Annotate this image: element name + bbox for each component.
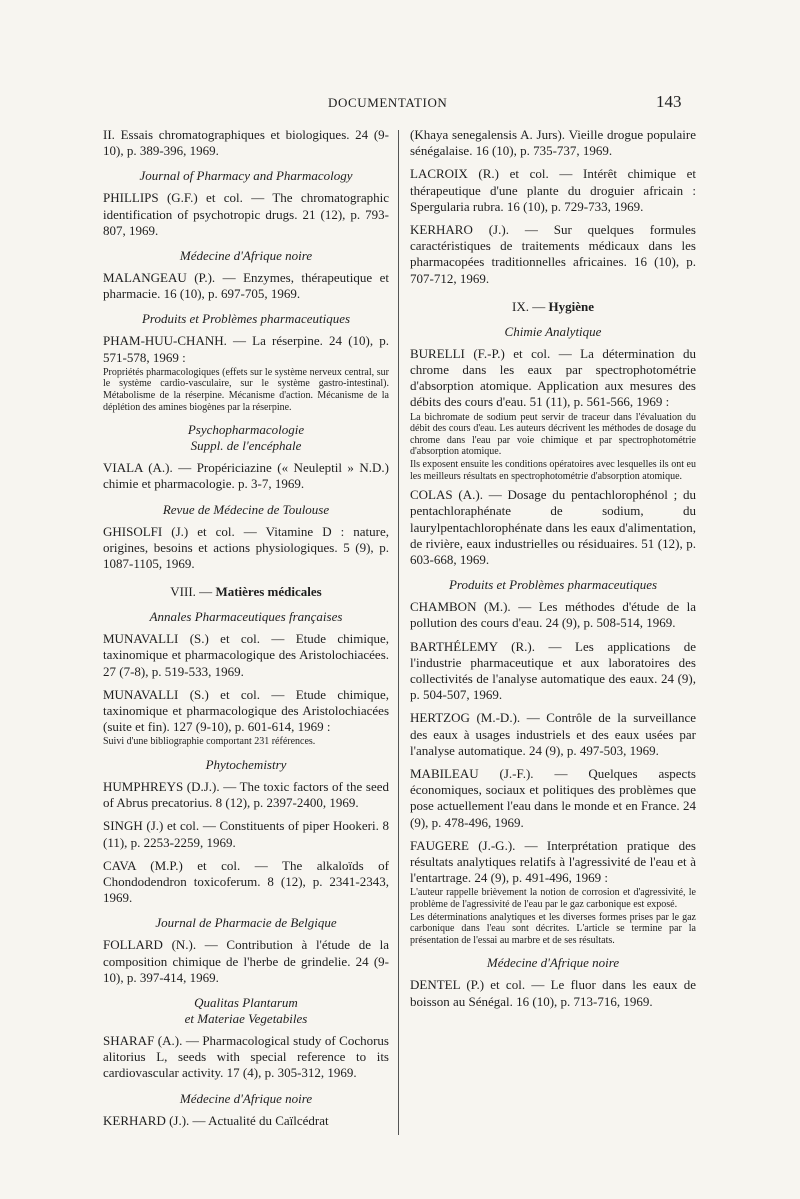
journal-heading: Médecine d'Afrique noire [179,1090,313,1106]
reference-entry: BARTHÉLEMY (R.). — Les applications de l'industrie pharmaceutique et aux laboratoires des collectivités de l'analyse automatique des eaux. 24 (9), p. 504-507, 1969. [410,638,696,703]
journal-heading: Annales Pharmaceutiques françaises [149,609,343,625]
reference-entry: II. Essais chromatographiques et biologiques. 24 (9-10), p. 389-396, 1969. [103,127,389,159]
abstract-note: La bichromate de sodium peut servir de traceur dans l'évaluation du débit des cours d'eau. Les auteurs décrivent les méthodes de dosage du chrome dans l'eau par voie chimique et par spectrophotométrie d'absorption atomique. [410,411,696,458]
reference-entry: SINGH (J.) et col. — Constituents of piper Hookeri. 8 (11), p. 2253-2259, 1969. [103,818,389,850]
journal-heading-sub: et Materiae Vegetabiles [184,1011,308,1027]
journal-heading: Qualitas Plantarum [194,995,298,1011]
running-header: DOCUMENTATION [328,95,448,110]
page-number: 143 [656,92,682,111]
reference-entry: SHARAF (A.). — Pharmacological study of Cochorus alitorius L, seeds with special reference to its cardiovascular activity. 17 (4), p. 305-312, 1969. [103,1033,389,1081]
abstract-note: Ils exposent ensuite les conditions opératoires avec lesquelles ils ont eu les meilleurs résultats en spectrophotométrie d'absorption atomique. [410,459,696,482]
journal-heading: Médecine d'Afrique noire [486,955,620,971]
section-title: Hygiène [548,298,594,314]
reference-entry: GHISOLFI (J.) et col. — Vitamine D : nature, origines, besoins et actions physiologiques. 5 (9), p. 1087-1105, 1969. [103,523,389,572]
section-heading [410,298,696,315]
reference-entry: COLAS (A.). — Dosage du pentachlorophénol ; du pentachloraphénate de sodium, du laurylpentachlorophénate dans les eaux d'alimentation, de rivière, eaux industrielles ou résiduaires. 51 (12), p. 603-668, 1969. [410,487,696,568]
journal-heading: Produits et Problèmes pharmaceutiques [448,577,658,593]
right-column [410,127,696,1017]
journal-heading: Médecine d'Afrique noire [179,248,313,264]
reference-entry: FOLLARD (N.). — Contribution à l'étude de la composition chimique de l'herbe de grindelie. 24 (9-10), p. 397-414, 1969. [103,937,389,985]
abstract-note: Suivi d'une bibliographie comportant 231 références. [103,736,316,748]
abstract-note: Propriétés pharmacologiques (effets sur le système nerveux central, sur le système cardio-vasculaire, sur le système gastro-intestinal). Métabolisme de la réserpine. Mécanisme d'action. Mécanisme de la déplétion des amines biogènes par la réserpine. [103,366,389,413]
reference-entry: MABILEAU (J.-F.). — Quelques aspects économiques, sociaux et politiques des problèmes que pose actuellement l'eau dans le monde et en France. 24 (9), p. 478-496, 1969. [410,766,696,830]
journal-heading: Journal de Pharmacie de Belgique [155,915,337,931]
section-number: VIII. — [170,584,213,600]
reference-entry: (Khaya senegalensis A. Jurs). Vieille drogue populaire sénégalaise. 16 (10), p. 735-737, 1969. [410,127,696,159]
reference-entry: PHILLIPS (G.F.) et col. — The chromatographic identification of psychotropic drugs. 21 (12), p. 793-807, 1969. [103,190,389,238]
section-heading [103,583,389,600]
section-title: Matières médicales [215,584,322,600]
reference-entry: CHAMBON (M.). — Les méthodes d'étude de la pollution des cours d'eau. 24 (9), p. 508-514, 1969. [410,599,696,631]
reference-entry: FAUGERE (J.-G.). — Interprétation pratique des résultats analytiques relatifs à l'agressivité de l'eau et à l'entartrage. 24 (9), p. 491-496, 1969 : [410,837,696,886]
journal-heading: Journal of Pharmacy and Pharmacology [139,168,353,184]
journal-heading: Revue de Médecine de Toulouse [162,501,330,517]
reference-entry: DENTEL (P.) et col. — Le fluor dans les eaux de boisson au Sénégal. 16 (10), p. 713-716, 1969. [410,977,696,1009]
reference-entry: BURELLI (F.-P.) et col. — La détermination du chrome dans les eaux par spectrophotométrie d'absorption atomique. Application aux mesures des débits des cours d'eau. 51 (11), p. 561-566, 1969 : [410,345,696,410]
journal-heading: Chimie Analytique [504,323,602,339]
reference-entry: HERTZOG (M.-D.). — Contrôle de la surveillance des eaux à usages industriels et des eaux usées par l'analyse automatique. 24 (9), p. 497-503, 1969. [410,710,696,758]
journal-heading-sub: Suppl. de l'encéphale [190,438,302,454]
reference-entry: CAVA (M.P.) et col. — The alkaloïds of Chondodendron toxicoferum. 8 (12), p. 2341-2343, 1969. [103,857,389,906]
reference-entry: MUNAVALLI (S.) et col. — Etude chimique, taxinomique et pharmacologique des Aristolochiacées. 27 (7-8), p. 519-533, 1969. [103,631,389,679]
abstract-note: Les déterminations analytiques et les diverses formes prises par le gaz carbonique dans l'eau sont décrites. L'article se termine par la présentation de l'essai au marbre et de ses résultats. [410,911,696,946]
column-divider [398,130,399,1135]
reference-entry: MUNAVALLI (S.) et col. — Etude chimique, taxinomique et pharmacologique des Aristolochiacées (suite et fin). 127 (9-10), p. 601-614, 1969 : [103,686,389,735]
reference-entry: KERHARO (J.). — Sur quelques formules caractéristiques de traitements médicaux dans les pharmacopées traditionnelles africaines. 16 (10), p. 707-712, 1969. [410,222,696,286]
section-number: IX. — [512,298,546,314]
left-column [103,127,389,1136]
reference-entry: KERHARD (J.). — Actualité du Caïlcédrat [103,1112,329,1128]
reference-entry: MALANGEAU (P.). — Enzymes, thérapeutique et pharmacie. 16 (10), p. 697-705, 1969. [103,270,389,302]
journal-heading: Produits et Problèmes pharmaceutiques [141,311,351,327]
reference-entry: LACROIX (R.) et col. — Intérêt chimique et thérapeutique d'une plante du droguier africain : Spergularia rubra. 16 (10), p. 729-733, 1969. [410,166,696,214]
reference-entry: VIALA (A.). — Propériciazine (« Neuleptil » N.D.) chimie et pharmacologie. p. 3-7, 1969. [103,460,389,492]
abstract-note: L'auteur rappelle brièvement la notion de corrosion et d'agressivité, le problème de l'agressivité de l'eau par le gaz carbonique est exposé. [410,887,696,911]
reference-entry: HUMPHREYS (D.J.). — The toxic factors of the seed of Abrus precatorius. 8 (12), p. 2397-2400, 1969. [103,779,389,811]
reference-entry: PHAM-HUU-CHANH. — La réserpine. 24 (10), p. 571-578, 1969 : [103,333,389,365]
journal-heading: Phytochemistry [205,757,287,773]
journal-heading: Psychopharmacologie [187,422,305,438]
